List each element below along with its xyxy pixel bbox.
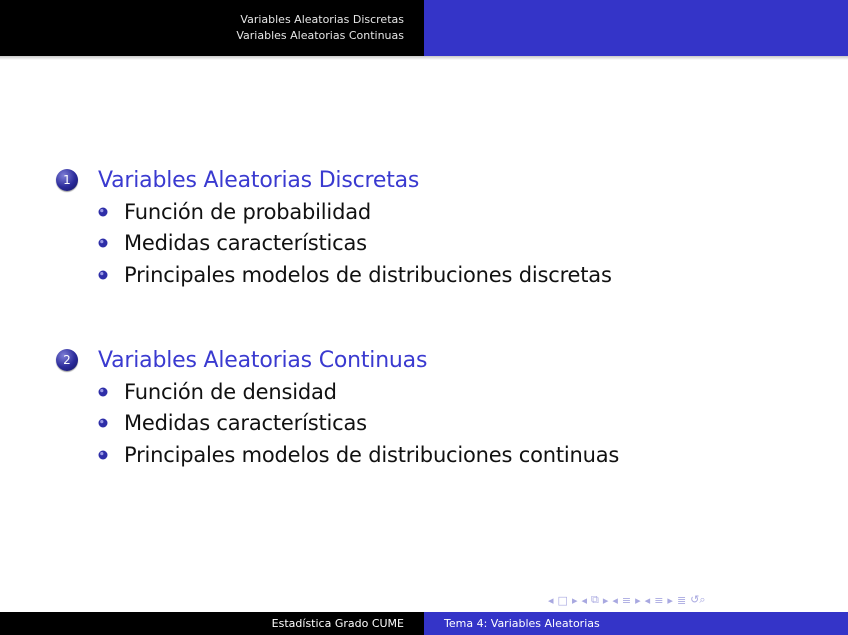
frame-icon[interactable]: □ [557, 593, 568, 607]
ball-bullet-icon [98, 450, 108, 460]
doc-icon[interactable]: ≡ [654, 593, 664, 607]
next-subsection-icon[interactable]: ▸ [602, 593, 609, 607]
subsection-item[interactable] [56, 439, 619, 471]
align-icon[interactable]: ≣ [676, 593, 687, 607]
subsection-list [56, 196, 612, 291]
section-heading[interactable] [56, 164, 612, 196]
prev-section-icon[interactable]: ◂ [612, 593, 618, 607]
header-accent-block [424, 0, 848, 56]
navigation-symbols [548, 591, 706, 609]
header-section-link-2[interactable]: Variables Aleatorias Continuas [236, 29, 404, 42]
subsection-label: Medidas características [124, 411, 367, 436]
subsection-label: Función de densidad [124, 379, 337, 404]
next-frame-icon[interactable]: ▸ [571, 593, 578, 607]
prev-doc-icon[interactable]: ◂ [644, 593, 651, 607]
subsection-icon[interactable]: ⧉ [591, 593, 599, 606]
section-title[interactable]: Variables Aleatorias Discretas [98, 167, 420, 193]
subsection-label: Medidas características [124, 231, 367, 256]
header-shadow [0, 56, 848, 60]
subsection-list [56, 376, 619, 471]
subsection-item[interactable] [56, 259, 612, 291]
outline-section-1 [56, 164, 612, 291]
outline-section-2 [56, 344, 619, 471]
footer-bar [0, 612, 848, 635]
section-icon[interactable]: ≡ [621, 593, 632, 607]
subsection-label: Principales modelos de distribuciones continuas [124, 442, 620, 467]
prev-frame-icon[interactable]: ◂ [548, 593, 554, 607]
subsection-item[interactable] [56, 196, 612, 228]
ball-bullet-icon [98, 238, 108, 248]
ball-bullet-icon [98, 418, 108, 428]
section-heading[interactable] [56, 344, 619, 376]
header-bar [0, 0, 848, 56]
section-title[interactable]: Variables Aleatorias Continuas [98, 347, 428, 373]
header-section-link-1[interactable]: Variables Aleatorias Discretas [240, 13, 404, 26]
ball-bullet-icon [98, 270, 108, 280]
footer-title: Tema 4: Variables Aleatorias [424, 612, 848, 635]
section-number-ball: 2 [56, 349, 78, 371]
subsection-item[interactable] [56, 408, 619, 440]
subsection-item[interactable] [56, 228, 612, 260]
next-section-icon[interactable]: ▸ [635, 593, 641, 607]
section-number-ball: 1 [56, 169, 78, 191]
next-doc-icon[interactable]: ▸ [667, 593, 673, 607]
ball-bullet-icon [98, 207, 108, 217]
search-icon[interactable]: ↺⌕ [690, 593, 706, 606]
prev-subsection-icon[interactable]: ◂ [581, 593, 587, 607]
subsection-label: Función de probabilidad [124, 199, 372, 224]
subsection-item[interactable] [56, 376, 619, 408]
footer-course: Estadística Grado CUME [0, 612, 424, 635]
header-navigation [0, 0, 424, 56]
ball-bullet-icon [98, 387, 108, 397]
subsection-label: Principales modelos de distribuciones discretas [124, 262, 612, 287]
